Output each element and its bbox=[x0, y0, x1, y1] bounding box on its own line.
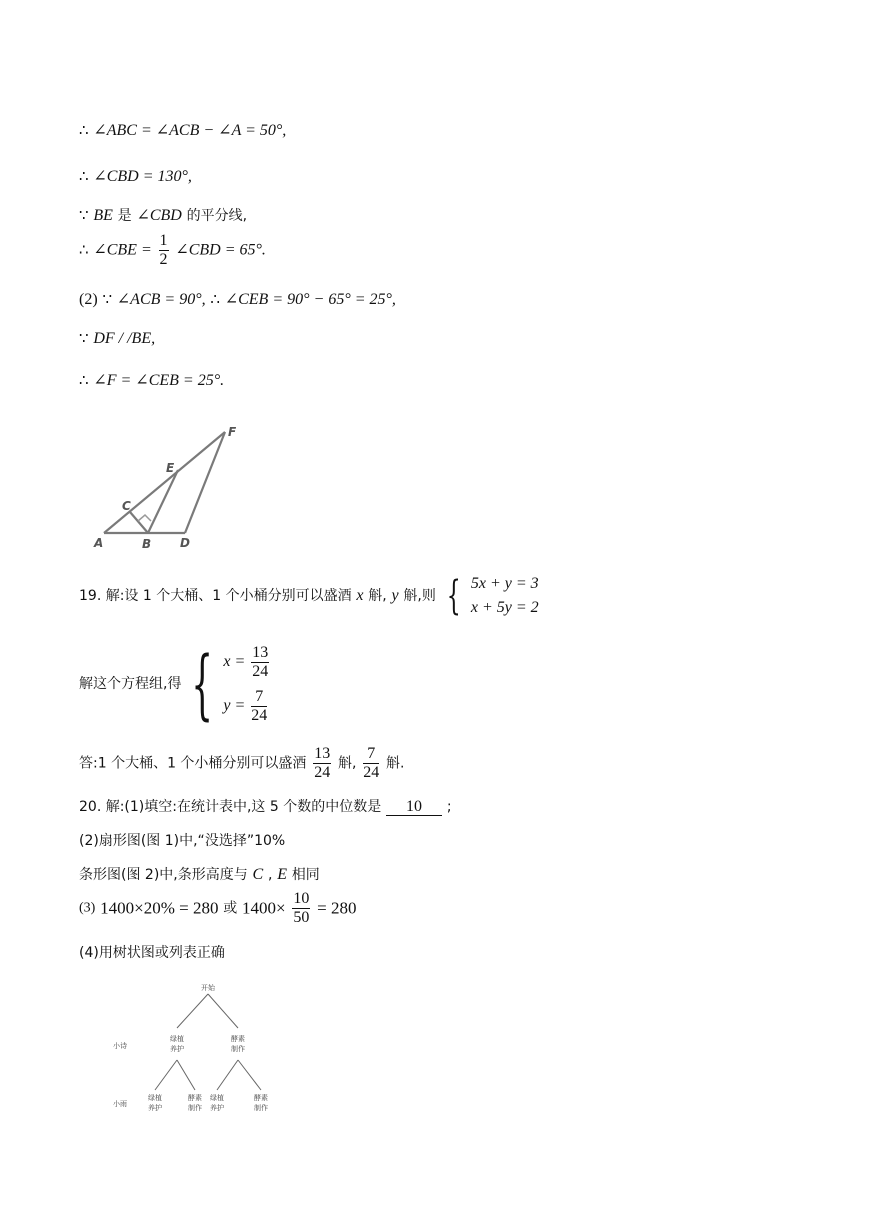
fraction-numerator: 13 bbox=[314, 745, 331, 762]
q20-line-4 bbox=[79, 890, 357, 936]
q20-part2-text: (2)扇形图(图 1)中,“没选择”10% bbox=[79, 833, 286, 849]
proof-line-2 bbox=[79, 166, 192, 187]
tree-leaf-a: 绿植 bbox=[210, 1094, 224, 1102]
fraction-numerator: 7 bbox=[363, 745, 379, 764]
unit-text: 斛. bbox=[386, 755, 405, 772]
part-label: (3) bbox=[79, 900, 96, 916]
punctuation: , bbox=[267, 867, 273, 883]
proof-line-7 bbox=[79, 370, 224, 391]
tree-row2-label: 小雨 bbox=[113, 1100, 127, 1108]
math-expression: 1400×20% = 280 bbox=[100, 898, 219, 918]
q20-intro: 20. 解:(1)填空:在统计表中,这 5 个数的中位数是 bbox=[79, 799, 382, 815]
tree-diagram bbox=[105, 978, 285, 1118]
segment-DF bbox=[185, 432, 225, 533]
fraction-numerator: 10 bbox=[293, 890, 310, 907]
tree-row1-label: 小诗 bbox=[113, 1042, 127, 1050]
math-expression: 1400× bbox=[242, 898, 286, 918]
point-label-F: F bbox=[228, 425, 237, 439]
solution-x-lhs: x = bbox=[223, 653, 246, 670]
fraction-denominator: 50 bbox=[293, 909, 310, 926]
solution-y-lhs: y = bbox=[223, 697, 246, 714]
text: 是 bbox=[117, 208, 132, 224]
unit-text: 斛, bbox=[338, 755, 357, 772]
unit-text: 斛, bbox=[368, 588, 387, 604]
point-label-A: A bbox=[94, 536, 104, 550]
solution-x bbox=[223, 640, 271, 684]
proof-line-4 bbox=[79, 232, 266, 269]
therefore-symbol: ∴ bbox=[79, 371, 89, 389]
branch-line bbox=[177, 1060, 195, 1090]
therefore-symbol: ∴ bbox=[79, 121, 89, 139]
q19-line-1 bbox=[79, 572, 539, 622]
tree-leaf-b: 酵素 bbox=[254, 1094, 268, 1102]
punctuation: ; bbox=[446, 799, 452, 815]
geometry-figure bbox=[90, 400, 270, 555]
q20-line-3 bbox=[79, 864, 320, 885]
segment-AF bbox=[104, 432, 225, 533]
segment-BE bbox=[148, 470, 178, 533]
equation-2: x + 5y = 2 bbox=[470, 599, 539, 616]
because-symbol: ∵ bbox=[102, 290, 112, 308]
proof-line-6 bbox=[79, 328, 155, 349]
therefore-symbol: ∴ bbox=[79, 167, 89, 185]
tree-leaf-a: 养护 bbox=[210, 1104, 224, 1112]
answer-blank: 10 bbox=[386, 799, 442, 816]
math-expression: BE bbox=[93, 207, 113, 224]
left-brace: { bbox=[191, 639, 214, 728]
fraction-denominator: 24 bbox=[251, 706, 268, 724]
answer-text: 答:1 个大桶、1 个小桶分别可以盛酒 bbox=[79, 755, 307, 772]
q20-part2-text: 相同 bbox=[291, 867, 320, 883]
math-expression: ∠CBD = 130°, bbox=[93, 168, 192, 185]
point-label-C: C bbox=[122, 499, 131, 513]
var-c: C bbox=[252, 866, 264, 883]
math-expression: ∠ABC = ∠ACB − ∠A = 50°, bbox=[93, 122, 287, 139]
fraction-denominator: 24 bbox=[363, 764, 380, 781]
tree-root-label: 开始 bbox=[201, 984, 215, 992]
branch-line bbox=[177, 994, 208, 1028]
point-label-D: D bbox=[180, 536, 190, 550]
fraction-numerator: 1 bbox=[159, 232, 168, 249]
q19-intro: 19. 解:设 1 个大桶、1 个小桶分别可以盛酒 bbox=[79, 588, 352, 604]
var-x: x bbox=[356, 587, 364, 604]
equation-system bbox=[471, 572, 539, 620]
q20-line-1 bbox=[79, 796, 452, 817]
math-expression: ∠CEB = 90° − 65° = 25°, bbox=[224, 291, 396, 308]
fraction-denominator: 24 bbox=[252, 662, 269, 680]
tree-leaf-a: 绿植 bbox=[148, 1094, 162, 1102]
var-y: y bbox=[391, 587, 399, 604]
tree-node-b: 制作 bbox=[231, 1045, 245, 1053]
unit-text: 斛,则 bbox=[403, 588, 436, 604]
var-e: E bbox=[277, 866, 287, 883]
q19-answer bbox=[79, 745, 404, 785]
math-expression: ∠F = ∠CEB = 25°. bbox=[93, 372, 225, 389]
because-symbol: ∵ bbox=[79, 329, 89, 347]
branch-line bbox=[208, 994, 238, 1028]
math-expression: ∠CBD bbox=[136, 207, 182, 224]
solve-text: 解这个方程组,得 bbox=[79, 676, 182, 692]
q19-line-2 bbox=[79, 640, 271, 730]
tree-leaf-b: 酵素 bbox=[188, 1094, 202, 1102]
fraction-numerator: 13 bbox=[252, 643, 269, 661]
branch-line bbox=[155, 1060, 177, 1090]
fraction bbox=[251, 688, 267, 725]
or-text: 或 bbox=[223, 900, 238, 917]
fraction-numerator: 7 bbox=[251, 688, 267, 707]
fraction bbox=[159, 232, 169, 269]
math-expression: DF / /BE, bbox=[93, 330, 156, 347]
q20-line-2 bbox=[79, 830, 285, 851]
math-expression: = 280 bbox=[317, 898, 357, 918]
fraction bbox=[313, 745, 331, 782]
fraction bbox=[251, 644, 269, 681]
point-label-E: E bbox=[166, 461, 175, 475]
therefore-symbol: ∴ bbox=[79, 240, 89, 259]
fraction-denominator: 24 bbox=[314, 764, 331, 781]
q20-part4-text: (4)用树状图或列表正确 bbox=[79, 945, 225, 961]
right-angle-mark bbox=[138, 515, 151, 521]
math-expression: ∠CBE = bbox=[93, 241, 152, 259]
q20-part2-text: 条形图(图 2)中,条形高度与 bbox=[79, 867, 248, 883]
therefore-symbol: ∴ bbox=[210, 290, 220, 308]
tree-leaf-b: 制作 bbox=[254, 1104, 268, 1112]
because-symbol: ∵ bbox=[79, 206, 89, 224]
text: 的平分线, bbox=[186, 208, 248, 224]
tree-node-b: 酵素 bbox=[231, 1035, 245, 1043]
math-expression: ∠ACB = 90°, bbox=[116, 291, 206, 308]
q20-line-5 bbox=[79, 942, 225, 963]
fraction-denominator: 2 bbox=[159, 251, 168, 268]
fraction bbox=[292, 890, 310, 927]
point-label-B: B bbox=[142, 537, 152, 551]
solution-system bbox=[223, 640, 271, 728]
left-brace: { bbox=[446, 573, 461, 619]
branch-line bbox=[217, 1060, 238, 1090]
proof-line-5 bbox=[79, 289, 396, 310]
tree-node-a: 养护 bbox=[170, 1045, 184, 1053]
math-expression: ∠CBD = 65°. bbox=[175, 241, 266, 259]
tree-leaf-b: 制作 bbox=[188, 1104, 202, 1112]
tree-leaf-a: 养护 bbox=[148, 1104, 162, 1112]
equation-1: 5x + y = 3 bbox=[470, 575, 539, 592]
tree-node-a: 绿植 bbox=[170, 1035, 184, 1043]
fraction bbox=[363, 745, 379, 782]
proof-line-1 bbox=[79, 120, 286, 141]
branch-line bbox=[238, 1060, 261, 1090]
proof-line-3 bbox=[79, 205, 247, 226]
solution-y bbox=[223, 684, 271, 728]
part-label: (2) bbox=[79, 291, 98, 308]
